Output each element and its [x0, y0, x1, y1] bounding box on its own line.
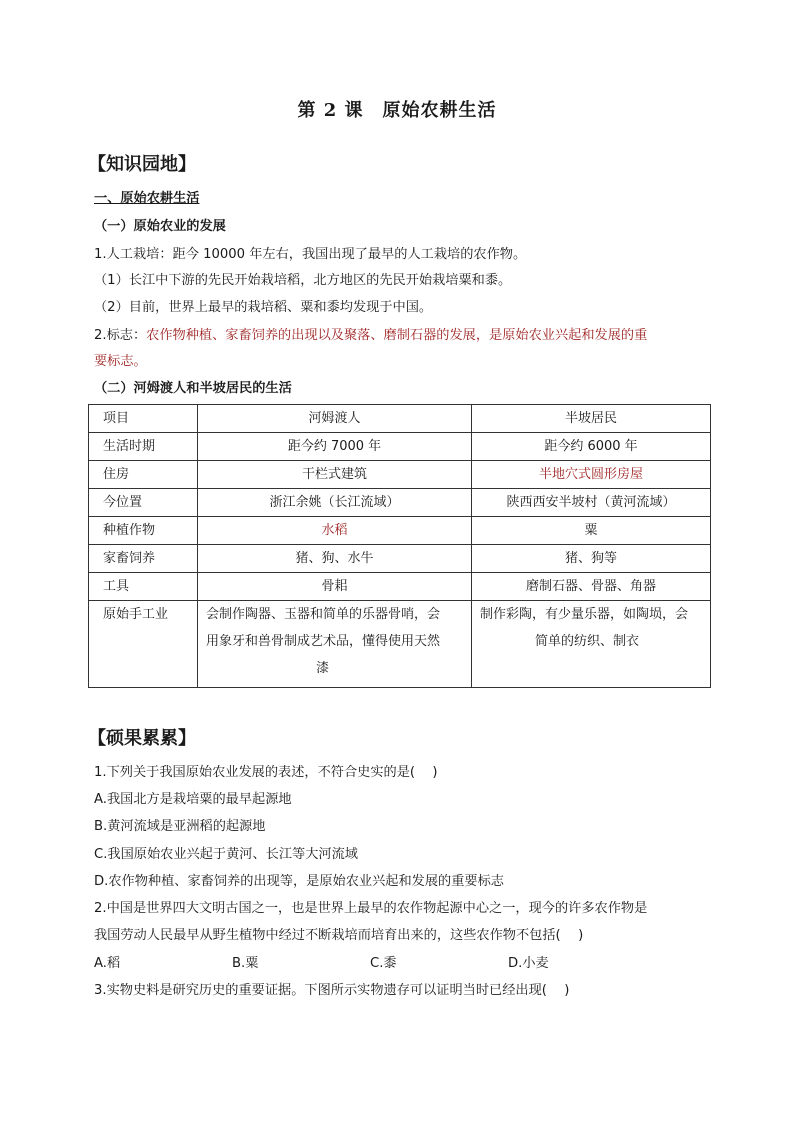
q1-option-a: A.我国北方是栽培粟的最早起源地: [94, 792, 292, 807]
hemudu-cell: 骨耜: [198, 573, 472, 601]
sub2-heading: （二）河姆渡人和半坡居民的生活: [94, 381, 292, 396]
practice-heading: 【硕果累累】: [88, 728, 196, 749]
q2-option-d: D.小麦: [508, 956, 549, 971]
question-2-line1: 2.中国是世界四大文明古国之一，也是世界上最早的农作物起源中心之一，现今的许多农作物是: [94, 901, 648, 916]
sub1-heading: （一）原始农业的发展: [94, 219, 226, 234]
row-label: 生活时期: [89, 433, 198, 461]
banpo-cell: 磨制石器、骨器、角器: [472, 573, 711, 601]
item1-a: （1）长江中下游的先民开始栽培稻，北方地区的先民开始栽培粟和黍。: [94, 273, 512, 288]
item2-line1: [94, 327, 647, 345]
hemudu-handicraft-cell: [198, 601, 472, 688]
banpo-cell: 猪、狗等: [472, 545, 711, 573]
q1-option-c: C.我国原始农业兴起于黄河、长江等大河流域: [94, 847, 358, 862]
row-label: 家畜饲养: [89, 545, 198, 573]
table-header-cell: 河姆渡人: [198, 405, 472, 433]
table-row: [89, 489, 711, 517]
table-row: [89, 461, 711, 489]
item1: 1.人工栽培：距今 10000 年左右，我国出现了最早的人工栽培的农作物。: [94, 247, 527, 262]
table-row: [89, 517, 711, 545]
hemudu-cell: 水稻: [198, 517, 472, 545]
banpo-cell: 半地穴式圆形房屋: [472, 461, 711, 489]
q2-option-b: B.粟: [232, 956, 259, 971]
question-2-line2: 我国劳动人民最早从野生植物中经过不断栽培而培育出来的，这些农作物不包括( ): [94, 928, 584, 943]
item2-line2: 要标志。: [94, 354, 147, 369]
item2-prefix: 2.标志：: [94, 328, 147, 343]
question-1: 1.下列关于我国原始农业发展的表述，不符合史实的是( ): [94, 765, 438, 780]
part1-heading: 一、原始农耕生活: [94, 191, 200, 206]
cell-line: 简单的纺织、制衣: [535, 634, 640, 649]
cell-line: 漆: [316, 661, 330, 676]
row-label: 原始手工业: [89, 601, 198, 688]
q1-option-b: B.黄河流域是亚洲稻的起源地: [94, 819, 266, 834]
hemudu-cell: 干栏式建筑: [198, 461, 472, 489]
hemudu-cell: 距今约 7000 年: [198, 433, 472, 461]
comparison-table: [88, 404, 711, 688]
table-row: [89, 573, 711, 601]
item2-emphasis: 农作物种植、家畜饲养的出现以及聚落、磨制石器的发展，是原始农业兴起和发展的重: [146, 328, 648, 343]
table-row: [89, 601, 711, 688]
q2-option-c: C.黍: [370, 956, 397, 971]
question-3: 3.实物史料是研究历史的重要证据。下图所示实物遗存可以证明当时已经出现( ): [94, 983, 570, 998]
table-header-cell: 项目: [89, 405, 198, 433]
hemudu-cell: 浙江余姚（长江流域）: [198, 489, 472, 517]
cell-line: 会制作陶器、玉器和简单的乐器骨哨，会: [206, 607, 441, 622]
row-label: 住房: [89, 461, 198, 489]
q2-option-a: A.稻: [94, 956, 121, 971]
knowledge-heading: 【知识园地】: [88, 154, 196, 175]
row-label: 工具: [89, 573, 198, 601]
banpo-handicraft-cell: [472, 601, 711, 688]
table-header-cell: 半坡居民: [472, 405, 711, 433]
table-header-row: [89, 405, 711, 433]
item1-b: （2）目前，世界上最早的栽培稻、粟和黍均发现于中国。: [94, 300, 433, 315]
page-title: 第 2 课 原始农耕生活: [297, 100, 497, 121]
hemudu-cell: 猪、狗、水牛: [198, 545, 472, 573]
q1-option-d: D.农作物种植、家畜饲养的出现等，是原始农业兴起和发展的重要标志: [94, 874, 504, 889]
row-label: 种植作物: [89, 517, 198, 545]
banpo-cell: 陕西西安半坡村（黄河流域）: [472, 489, 711, 517]
table-row: [89, 433, 711, 461]
banpo-cell: 粟: [472, 517, 711, 545]
cell-line: 用象牙和兽骨制成艺术品，懂得使用天然: [206, 634, 441, 649]
table-row: [89, 545, 711, 573]
banpo-cell: 距今约 6000 年: [472, 433, 711, 461]
row-label: 今位置: [89, 489, 198, 517]
cell-line: 制作彩陶，有少量乐器，如陶埙，会: [480, 607, 689, 622]
